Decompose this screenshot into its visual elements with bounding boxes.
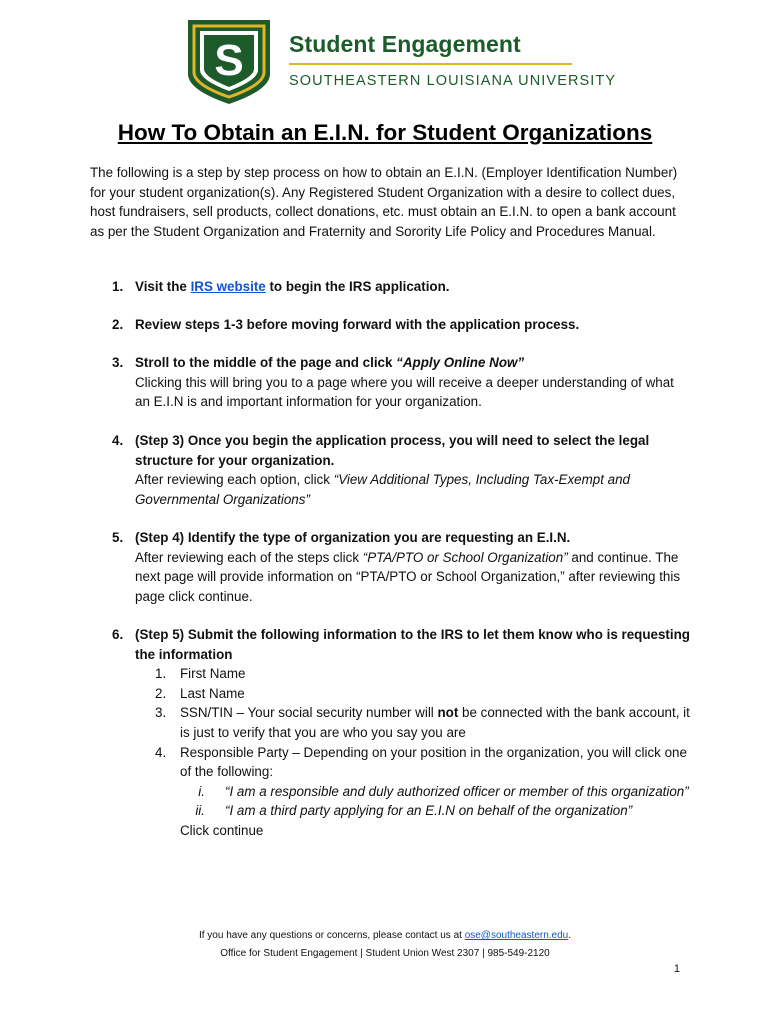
step-number: 5. — [112, 530, 124, 545]
step-number: 6. — [112, 627, 124, 642]
step-2 — [112, 315, 692, 335]
step-number: 4. — [112, 433, 124, 448]
step-1-text-pre: Visit the — [135, 279, 191, 294]
step-4 — [112, 431, 692, 509]
step-6-heading: (Step 5) Submit the following information to the IRS to let them know who is requesting the information — [135, 627, 690, 662]
step-5-heading: (Step 4) Identify the type of organization you are requesting an E.I.N. — [135, 530, 571, 545]
step-3 — [112, 353, 692, 412]
irs-website-link[interactable]: IRS website — [190, 279, 266, 294]
logo-letter: S — [214, 36, 244, 85]
document-title: How To Obtain an E.I.N. for Student Organizations — [117, 120, 653, 145]
step-3-description: Clicking this will bring you to a page where you will receive a deeper understanding of what an E.I.N is and important information for your organization. — [135, 374, 674, 410]
option-item: ii. “I am a third party applying for an E.I.N on behalf of the organization” — [195, 803, 633, 819]
apply-online-now-label: “Apply Online Now” — [396, 355, 525, 370]
footer-contact: If you have any questions or concerns, please contact us at ose@southeastern.edu. — [198, 930, 572, 941]
additional-types-label: “View Additional Types, Including Tax-Exempt and Governmental Organizations” — [135, 472, 630, 507]
school-organization-label: “PTA/PTO or School Organization” — [362, 549, 568, 565]
intro-paragraph: The following is a step by step process on how to obtain an E.I.N. (Employer Identification Number) for your student organization(s). Any Registered Student Organization with a desire to collect dues, host fundraisers, sell products, collect donations, etc. must obtain an E.I.N. to open a bank account as per the Student Organization and Fraternity and Sorority Life Policy and Procedures Manual. — [90, 165, 678, 239]
step-1-text-post: to begin the IRS application. — [265, 279, 450, 294]
step-3-heading: Stroll to the middle of the page and click — [135, 355, 397, 370]
step-5-description-post: and continue. The next page will provide information on “PTA/PTO or School Organization,” after reviewing this page click continue. — [135, 549, 681, 604]
required-info-list — [135, 664, 692, 840]
brand-divider — [289, 63, 572, 65]
step-number: 3. — [112, 355, 124, 370]
option-item: i. “I am a responsible and duly authorized officer or member of this organization” — [198, 783, 689, 799]
step-5 — [112, 528, 692, 606]
step-4-heading: (Step 3) Once you begin the application process, you will need to select the legal structure for your organization. — [135, 433, 650, 468]
page-number: 1 — [673, 963, 680, 975]
step-5-description-pre: After reviewing each of the steps click — [135, 549, 363, 565]
step-number: 1. — [112, 279, 124, 294]
step-6 — [112, 625, 692, 841]
list-item: 2. Last Name — [155, 685, 245, 701]
university-shield-logo — [186, 18, 272, 106]
list-item: 4. Responsible Party – Depending on your position in the organization, you will click one of the following: — [155, 744, 687, 780]
list-item: 3. SSN/TIN – Your social security number will not be connected with the bank account, it is just to verify that you are who you say you are — [155, 705, 690, 740]
brand-subtitle: SOUTHEASTERN LOUISIANA UNIVERSITY — [289, 73, 617, 89]
step-number: 2. — [112, 317, 124, 332]
step-1 — [112, 277, 692, 297]
list-item: 1. First Name — [155, 666, 246, 682]
step-4-description: After reviewing each option, click — [135, 472, 334, 488]
brand-title: Student Engagement — [289, 31, 521, 57]
step-2-text: Review steps 1-3 before moving forward with the application process. — [135, 317, 580, 332]
contact-email-link[interactable]: ose@southeastern.edu — [464, 930, 569, 941]
footer-office-info: Office for Student Engagement | Student Union West 2307 | 985-549-2120 — [220, 948, 550, 959]
click-continue-text: Click continue — [180, 822, 264, 838]
